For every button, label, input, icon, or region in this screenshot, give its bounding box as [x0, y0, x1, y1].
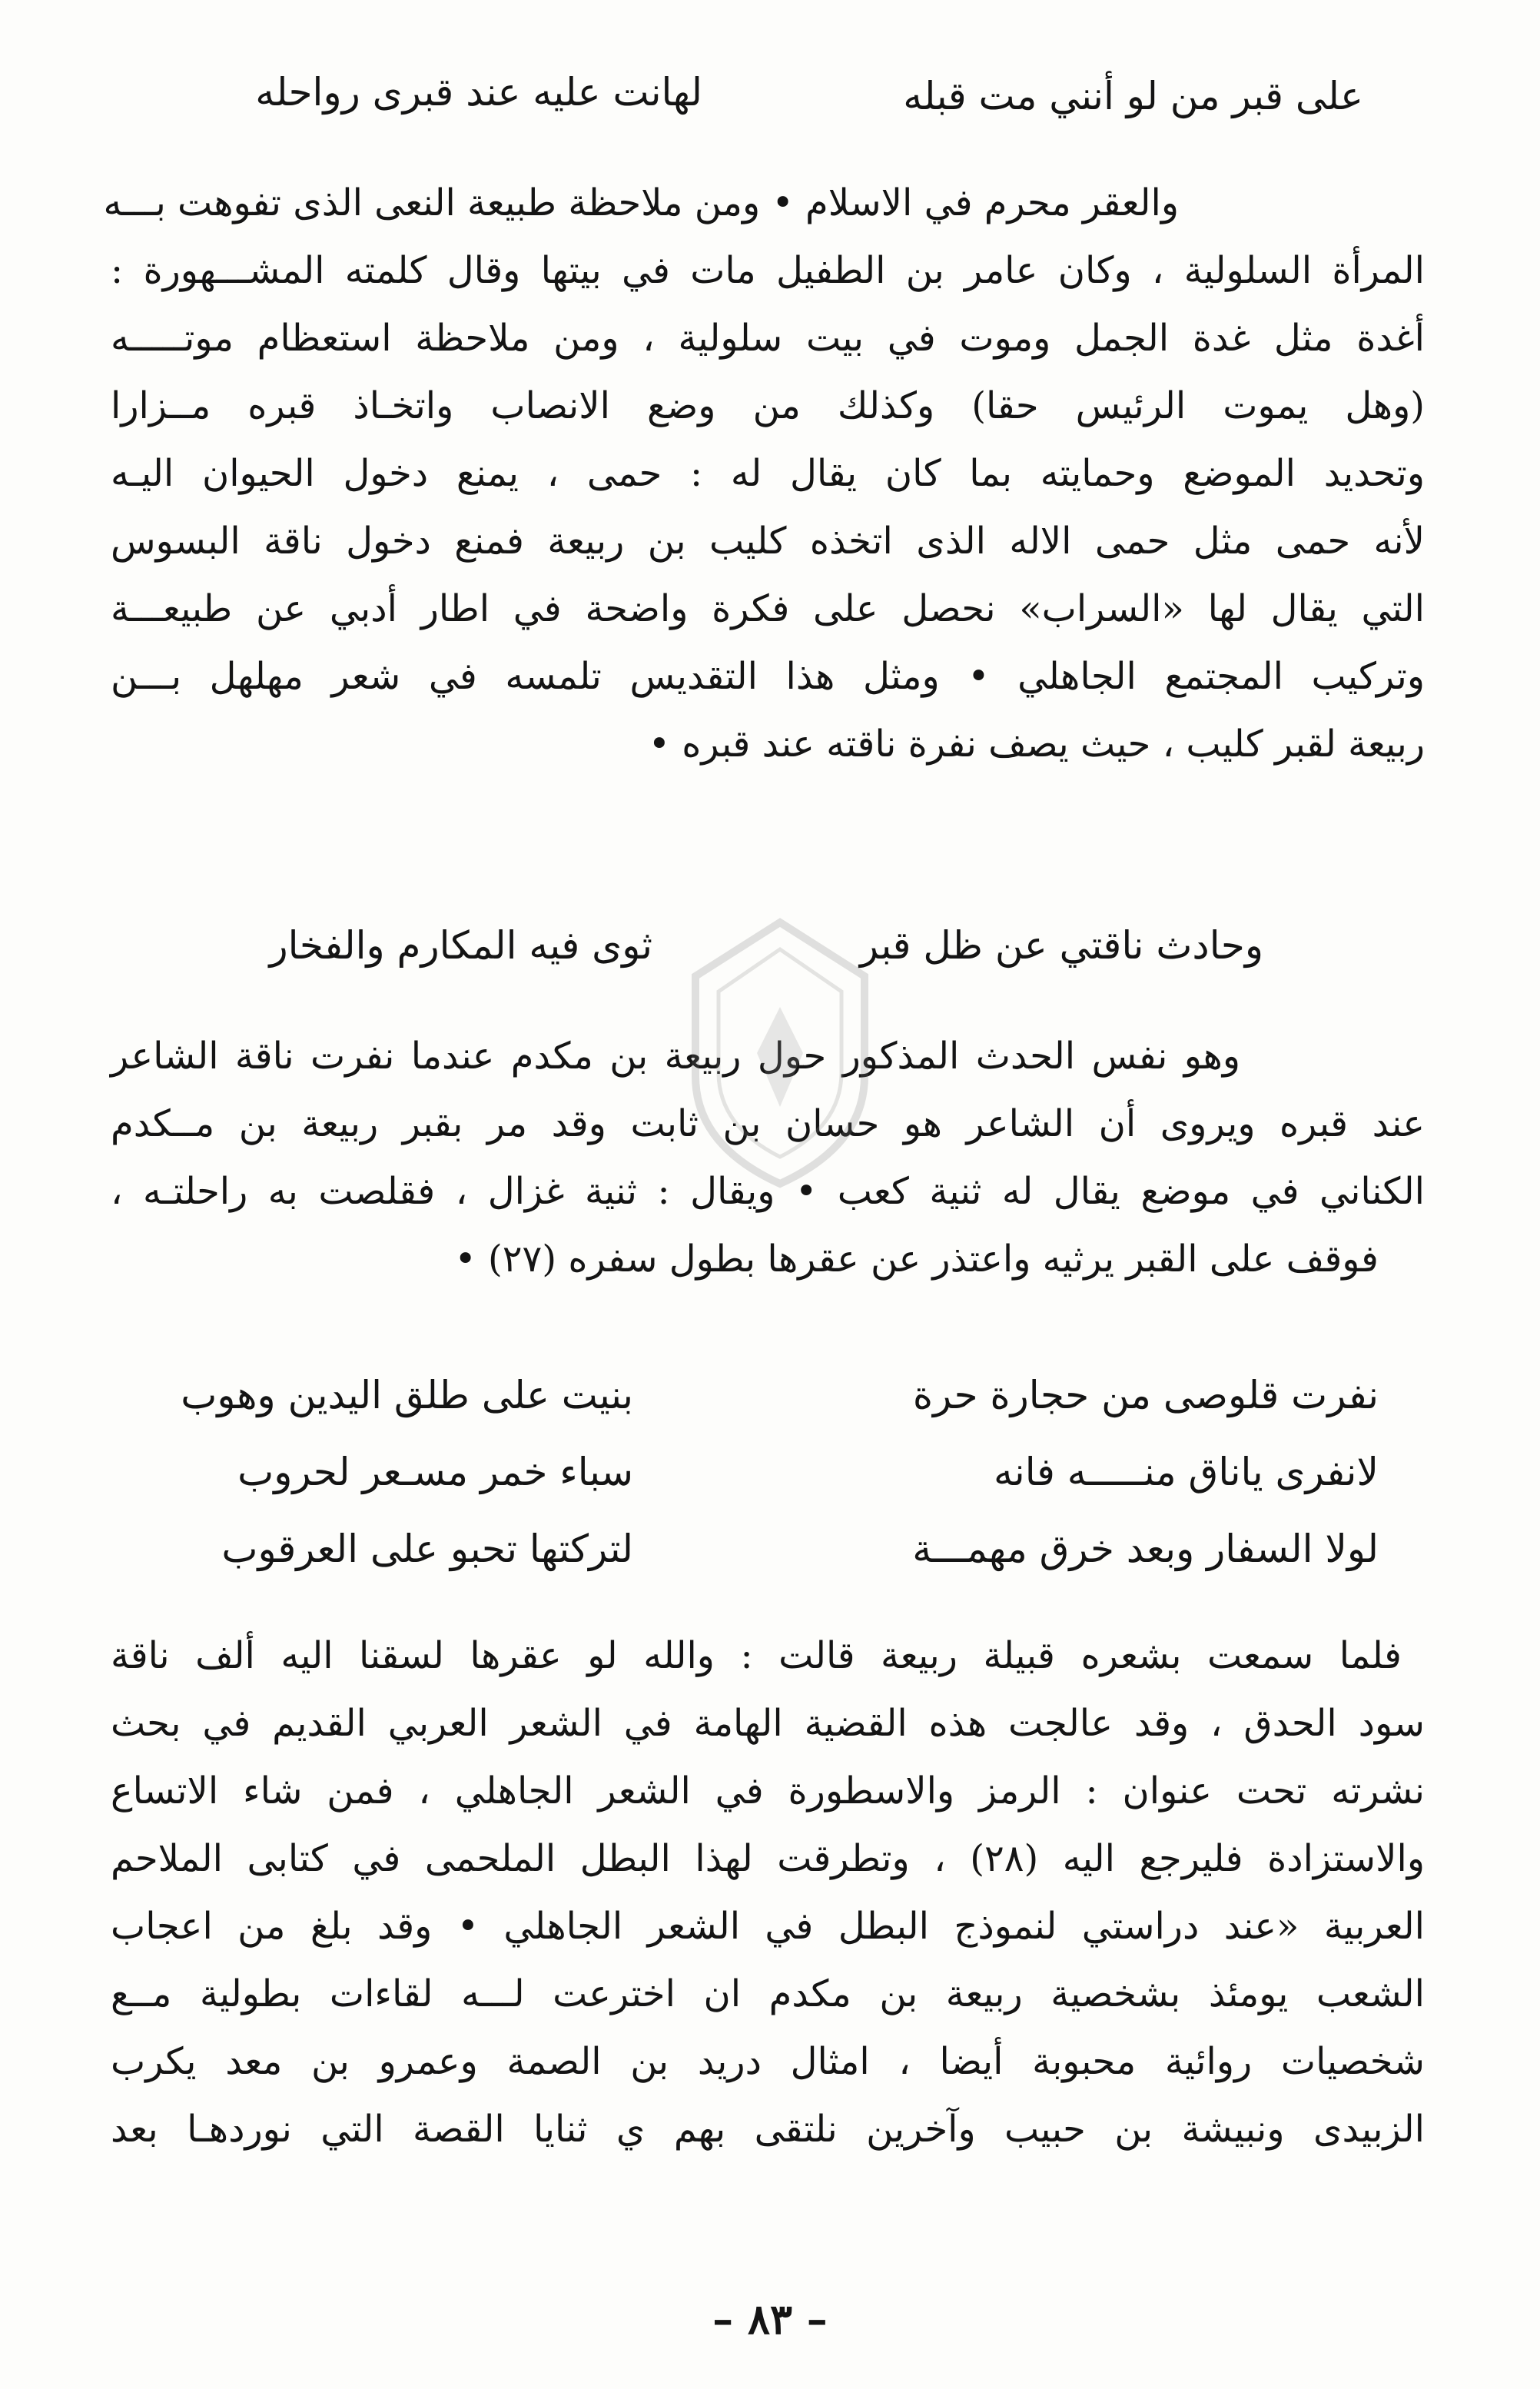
paragraph-1-line: ربيعة لقبر كليب ، حيث يصف نفرة ناقته عند قبره •	[648, 723, 1425, 766]
paragraph-1-line: أغدة مثل غدة الجمل وموت في بيت سلولية ، ومن ملاحظة استعظام موتـــــه	[111, 317, 1425, 360]
paragraph-1-line: التي يقال لها «السراب» نحصل على فكرة واضحة في اطار أدبي عن طبيعـــة	[111, 587, 1425, 630]
paragraph-3-line: والاستزادة فليرجع اليه (٢٨) ، وتطرقت لهذا البطل الملحمى في كتابى الملاحم	[111, 1837, 1425, 1880]
poem-line-3-second-hemistich: لتركتها تحبو على العرقوب	[221, 1527, 633, 1571]
poem-line-1-second-hemistich: بنيت على طلق اليدين وهوب	[181, 1373, 633, 1417]
paragraph-1-line: وتحديد الموضع وحمايته بما كان يقال له : حمى ، يمنع دخول الحيوان اليـه	[111, 452, 1425, 495]
paragraph-2-line: الكناني في موضع يقال له ثنية كعب • ويقال : ثنية غزال ، فقلصت به راحلتـه ،	[111, 1170, 1425, 1213]
paragraph-2-line: وهو نفس الحدث المذكور حول ربيعة بن مكدم عندما نفرت ناقة الشاعر	[111, 1035, 1240, 1078]
paragraph-1-line: (وهل يموت الرئيس حقا) وكذلك من وضع الانصاب واتخـاذ قبره مــزارا	[111, 384, 1425, 427]
paragraph-1-line: والعقر محرم في الاسلام • ومن ملاحظة طبيعة النعى الذى تفوهت بـــه	[103, 181, 1179, 224]
paragraph-3-line: العربية «عند دراستي لنموذج البطل في الشعر الجاهلي • وقد بلغ من اعجاب	[111, 1905, 1425, 1948]
paragraph-2-line: عند قبره ويروى أن الشاعر هو حسان بن ثابت وقد مر بقبر ربيعة بن مــكدم	[111, 1102, 1425, 1145]
verse2-first-hemistich: وحادث ناقتي عن ظل قبر	[859, 923, 1263, 968]
paragraph-3-line: نشرته تحت عنوان : الرمز والاسطورة في الشعر الجاهلي ، فمن شاء الاتساع	[111, 1769, 1425, 1813]
verse1-first-hemistich: على قبر من لو أنني مت قبله	[903, 74, 1363, 118]
paragraph-1	[103, 169, 1425, 778]
paragraph-2-line: فوقف على القبر يرثيه واعتذر عن عقرها بطول سفره (٢٧) •	[454, 1238, 1379, 1281]
poem-line-2-first-hemistich: لانفرى ياناق منـــــه فانه	[993, 1450, 1379, 1494]
paragraph-3-line: فلما سمعت بشعره قبيلة ربيعة قالت : والله لو عقرها لسقنا اليه ألف ناقة	[111, 1634, 1402, 1677]
poem-line-2-second-hemistich: سباء خمر مسـعر لحروب	[237, 1450, 633, 1494]
paragraph-3-line: شخصيات روائية محبوبة أيضا ، امثال دريد بن الصمة وعمرو بن معد يكرب	[111, 2040, 1425, 2083]
verse2-second-hemistich: ثوى فيه المكارم والفخار	[269, 923, 652, 968]
verse1-second-hemistich: لهانت عليه عند قبرى رواحله	[255, 70, 702, 115]
page-number: – ٨٣ –	[712, 2294, 828, 2344]
paragraph-3-line: سود الحدق ، وقد عالجت هذه القضية الهامة في الشعر العربي القديم في بحث	[111, 1702, 1425, 1745]
paragraph-3	[111, 1622, 1425, 2163]
poem-line-3-first-hemistich: لولا السفار وبعد خرق مهمـــة	[912, 1527, 1379, 1571]
poem-line-1-first-hemistich: نفرت قلوصى من حجارة حرة	[912, 1373, 1379, 1417]
paragraph-3-line: الزبيدى ونبيشة بن حبيب وآخرين نلتقى بهم ي ثنايا القصة التي نوردهـا بعد	[111, 2108, 1425, 2151]
watermark-emblem	[684, 915, 876, 1191]
paragraph-1-line: المرأة السلولية ، وكان عامر بن الطفيل مات في بيتها وقال كلمته المشـــهورة :	[111, 249, 1425, 292]
paragraph-3-line: الشعب يومئذ بشخصية ربيعة بن مكدم ان اخترعت لـــه لقاءات بطولية مــع	[111, 1972, 1425, 2015]
paragraph-1-line: وتركيب المجتمع الجاهلي • ومثل هذا التقديس تلمسه في شعر مهلهل بـــن	[111, 655, 1425, 698]
paragraph-1-line: لأنه حمى مثل حمى الاله الذى اتخذه كليب بن ربيعة فمنع دخول ناقة البسوس	[111, 520, 1425, 563]
